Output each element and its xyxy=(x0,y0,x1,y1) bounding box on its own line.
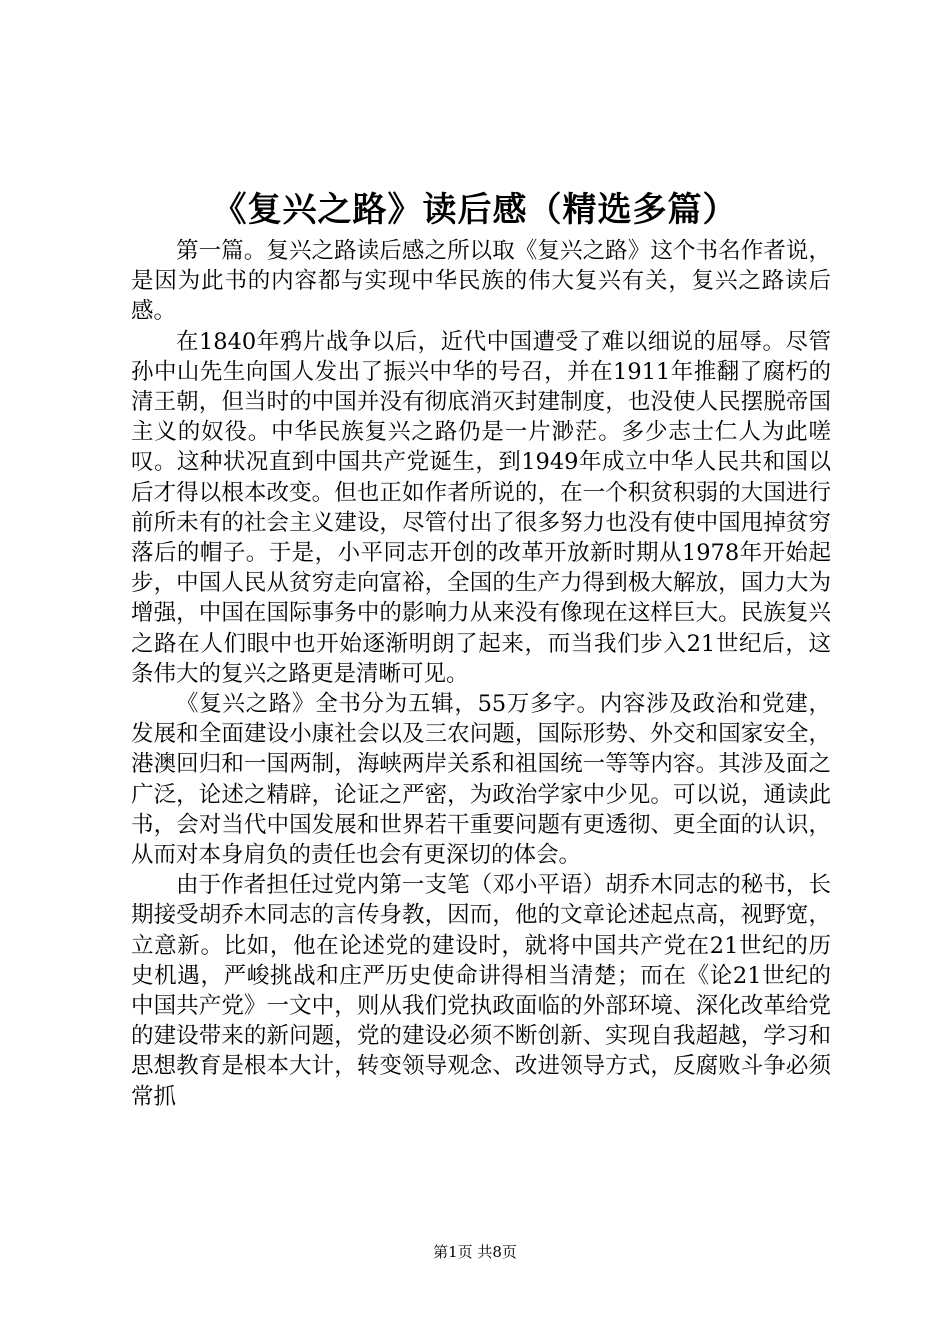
paragraph-2: 在1840年鸦片战争以后，近代中国遭受了难以细说的屈辱。尽管孙中山先生向国人发出了振兴中华的号召，并在1911年推翻了腐朽的清王朝，但当时的中国并没有彻底消灭封建制度，也没使人民摆脱帝国主义的奴役。中华民族复兴之路仍是一片渺茫。多少志士仁人为此嗟叹。这种状况直到中国共产党诞生，到1949年成立中华人民共和国以后才得以根本改变。但也正如作者所说的，在一个积贫积弱的大国进行前所未有的社会主义建设，尽管付出了很多努力也没有使中国甩掉贫穷落后的帽子。于是，小平同志开创的改革开放新时期从1978年开始起步，中国人民从贫穷走向富裕，全国的生产力得到极大解放，国力大为增强，中国在国际事务中的影响力从来没有像现在这样巨大。民族复兴之路在人们眼中也开始逐渐明朗了起来，而当我们步入21世纪后，这条伟大的复兴之路更是清晰可见。 xyxy=(131,328,831,687)
page-footer: 第1页 共8页 xyxy=(433,1243,517,1261)
paragraph-1: 第一篇。复兴之路读后感之所以取《复兴之路》这个书名作者说，是因为此书的内容都与实现中华民族的伟大复兴有关，复兴之路读后感。 xyxy=(131,238,831,325)
paragraph-4: 由于作者担任过党内第一支笔（邓小平语）胡乔木同志的秘书，长期接受胡乔木同志的言传身教，因而，他的文章论述起点高，视野宽，立意新。比如，他在论述党的建设时，就将中国共产党在21世纪的历史机遇，严峻挑战和庄严历史使命讲得相当清楚；而在《论21世纪的中国共产党》一文中，则从我们党执政面临的外部环境、深化改革给党的建设带来的新问题，党的建设必须不断创新、实现自我超越，学习和思想教育是根本大计，转变领导观念、改进领导方式，反腐败斗争必须常抓 xyxy=(131,872,831,1110)
document-body xyxy=(131,236,831,1112)
paragraph-3: 《复兴之路》全书分为五辑，55万多字。内容涉及政治和党建，发展和全面建设小康社会以及三农问题，国际形势、外交和国家安全，港澳回归和一国两制，海峡两岸关系和祖国统一等等内容。其涉及面之广泛，论述之精辟，论证之严密，为政治学家中少见。可以说，通读此书，会对当代中国发展和世界若干重要问题有更透彻、更全面的认识，从而对本身肩负的责任也会有更深切的体会。 xyxy=(131,691,831,869)
document-title: 《复兴之路》读后感（精选多篇） xyxy=(212,190,738,230)
